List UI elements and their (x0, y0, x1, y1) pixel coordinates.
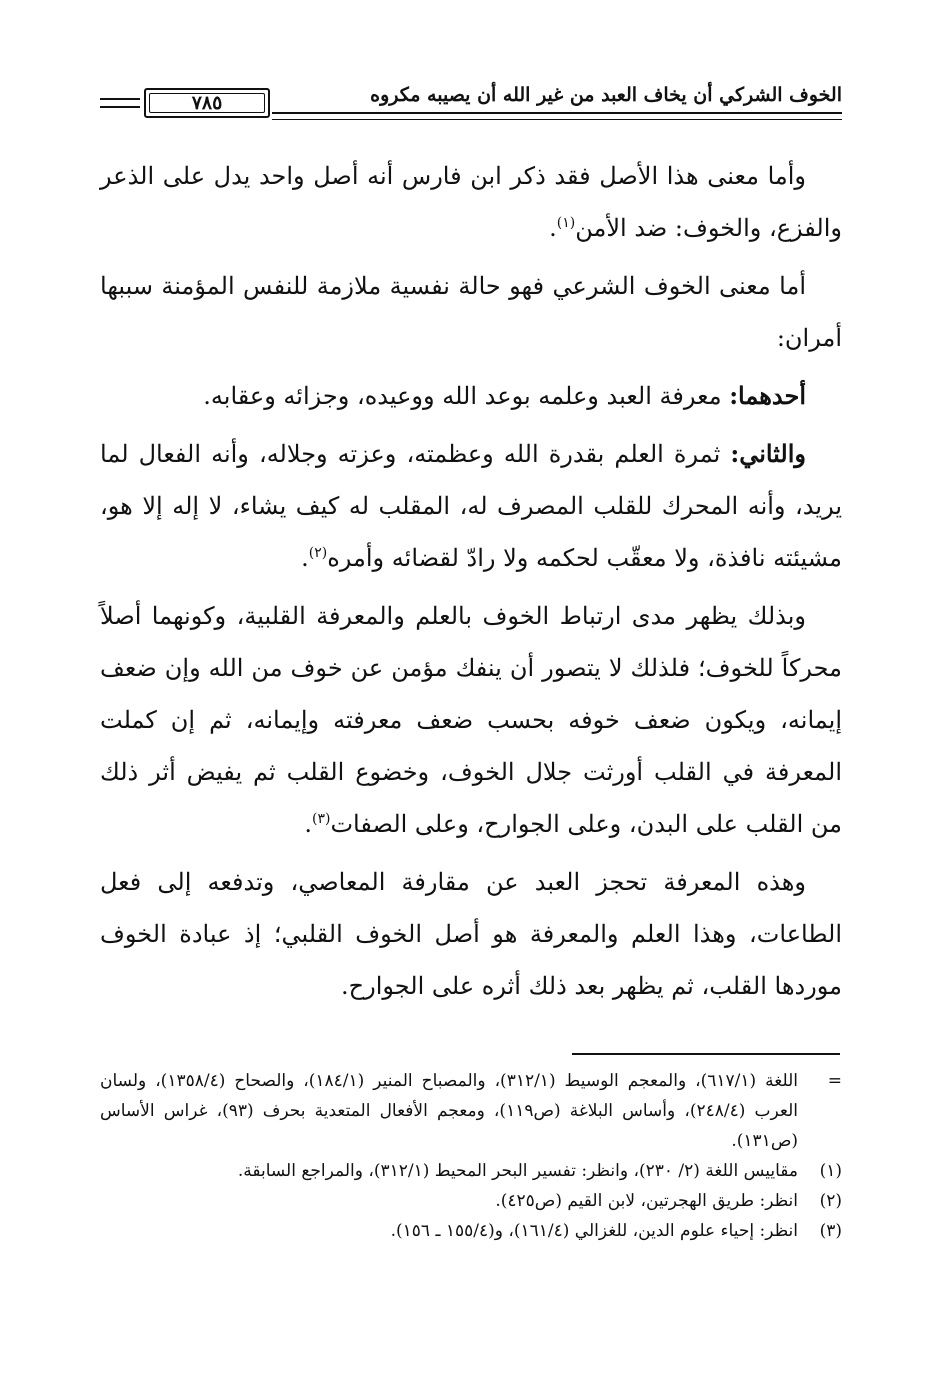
footnote-ref: (٢) (308, 545, 328, 561)
paragraph-tail: . (301, 544, 309, 572)
footnote-ref: (٣) (311, 811, 331, 827)
paragraph (100, 260, 842, 364)
paragraph-text: وهذه المعرفة تحجز العبد عن مقارفة المعاصي، وتدفعه إلى فعل الطاعات، وهذا العلم والمعرفة هو أصل الخوف القلبي؛ إذ عبادة الخوف موردها القلب، ثم يظهر بعد ذلك أثره على الجوارح. (100, 868, 843, 1000)
footnote-marker: (١) (819, 1161, 842, 1181)
paragraph-text: وبذلك يظهر مدى ارتباط الخوف بالعلم والمعرفة القلبية، وكونهما أصلاً محركاً للخوف؛ فلذلك لا يتصور أن ينفك مؤمن عن خوف من الله وإن ضعف إيمانه، ويكون ضعف خوفه بحسب ضعف معرفته وإيمانه، ثم إن كملت المعرفة في القلب أورثت جلال الخوف، وخضوع القلب ثم يفيض أثر ذلك من القلب على البدن، وعلى الجوارح، وعلى الصفات (100, 602, 842, 838)
paragraph-text: معرفة العبد وعلمه بوعد الله ووعيده، وجزائه وعقابه. (203, 382, 730, 410)
footnote-marker: (٣) (819, 1221, 842, 1241)
paragraph (100, 856, 842, 1012)
footnote-ref: (١) (556, 215, 576, 231)
paragraph-tail: . (304, 810, 312, 838)
page-number: ٧٨٥ (191, 92, 223, 114)
paragraph-text: وأما معنى هذا الأصل فقد ذكر ابن فارس أنه أصل واحد يدل على الذعر والفزع، والخوف: ضد الأمن (100, 162, 842, 242)
paragraph-text: ثمرة العلم بقدرة الله وعظمته، وعزته وجلاله، وأنه الفعال لما يريد، وأنه المحرك للقلب المصرف له، المقلب له كيف يشاء، لا إله إلا هو، مشيئته نافذة، ولا معقّب لحكمه ولا رادّ لقضائه وأمره (100, 440, 842, 572)
footnote (100, 1156, 842, 1186)
footnote-text: انظر: طريق الهجرتين، لابن القيم (ص٤٢٥). (495, 1191, 798, 1211)
footnotes (100, 1066, 842, 1246)
footnote-marker: = (827, 1071, 842, 1091)
footnote-text: انظر: إحياء علوم الدين، للغزالي (١٦١/٤)، و(١٥٥/٤ ـ ١٥٦). (390, 1221, 798, 1241)
paragraph-lead: والثاني: (730, 439, 806, 468)
footnote (100, 1186, 842, 1216)
running-title: الخوف الشركي أن يخاف العبد من غير الله أن يصيبه مكروه (370, 84, 842, 106)
paragraph (100, 150, 842, 254)
footnote-text: اللغة (٦١٧/١)، والمعجم الوسيط (٣١٢/١)، والمصباح المنير (١٨٤/١)، والصحاح (١٣٥٨/٤)، ولسان العرب (٢٤٨/٤)، وأساس البلاغة (ص١١٩)، ومعجم الأفعال المتعدية بحرف (٩٣)، غراس الأساس (ص١٣١). (100, 1071, 798, 1151)
page-header (100, 82, 842, 122)
paragraph (100, 370, 842, 422)
footnote (100, 1216, 842, 1246)
header-decoration (100, 98, 140, 108)
paragraph-text: أما معنى الخوف الشرعي فهو حالة نفسية ملازمة للنفس المؤمنة سببها أمران: (100, 272, 842, 352)
header-rule (272, 112, 842, 120)
paragraph-lead: أحدهما: (729, 381, 806, 410)
paragraph-tail: . (549, 214, 557, 242)
body-text (100, 150, 842, 1018)
footnote-text: مقاييس اللغة (٢/ ٢٣٠)، وانظر: تفسير البحر المحيط (٣١٢/١)، والمراجع السابقة. (237, 1161, 798, 1181)
paragraph (100, 428, 842, 584)
footnote (100, 1066, 842, 1156)
footnote-marker: (٢) (819, 1191, 842, 1211)
paragraph (100, 590, 842, 850)
page-number-frame (144, 88, 270, 118)
footnote-separator (572, 1053, 840, 1055)
